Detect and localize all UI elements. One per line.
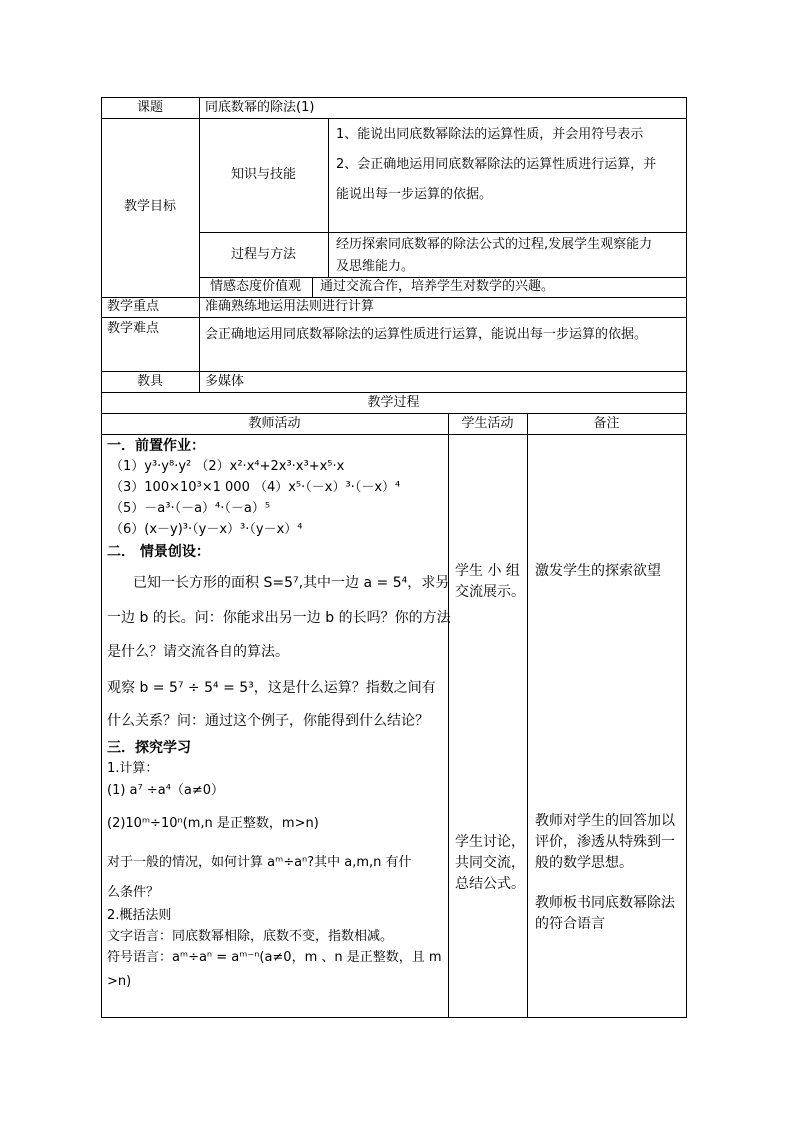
col-note-header: 备注 xyxy=(593,416,620,431)
border-top xyxy=(101,97,687,98)
process-text-a: 经历探索同底数幂的除法公式的过程,发展学生观察能力 xyxy=(336,237,653,252)
attitude-label: 情感态度价值观 xyxy=(209,279,301,294)
key-point-label: 教学重点 xyxy=(107,299,160,314)
row-line-6 xyxy=(101,371,687,372)
general-line-1: 对于一般的情况，如何计算 aᵐ÷aⁿ?其中 a,m,n 有什 xyxy=(107,855,412,870)
difficulty-label: 教学难点 xyxy=(107,321,160,336)
student-activity-2a: 学生讨论， xyxy=(455,834,525,850)
row-line-8 xyxy=(101,413,687,414)
homework-3-4: （3）100×10³×1 000 （4）x⁵·（－x）³·（－x）⁴ xyxy=(110,480,401,495)
observe-line-1: 观察 b = 5⁷ ÷ 5⁴ = 5³，这是什么运算？指数之间有 xyxy=(107,680,436,696)
rule-label: 2.概括法则 xyxy=(107,908,172,923)
divider-student xyxy=(448,413,449,1018)
student-activity-1a: 学生 小 组 xyxy=(455,563,520,579)
note-2a: 教师对学生的回答加以 xyxy=(535,813,675,829)
border-bottom xyxy=(101,1017,687,1018)
knowledge-item-2a: 2、会正确地运用同底数幂除法的运算性质进行运算，并 xyxy=(336,157,657,172)
scene-line-2: 一边 b 的长。问：你能求出另一边 b 的长吗？你的方法 xyxy=(107,610,451,626)
rule-word: 文字语言：同底数幂相除，底数不变，指数相减。 xyxy=(107,929,394,944)
general-line-2: 么条件？ xyxy=(107,885,160,900)
tools-text: 多媒体 xyxy=(205,374,245,389)
homework-5: （5）－a³·（－a）⁴·（－a）⁵ xyxy=(110,501,271,516)
student-activity-2c: 总结公式。 xyxy=(455,876,525,892)
calc-label: 1.计算： xyxy=(107,761,159,776)
goals-label: 教学目标 xyxy=(123,199,176,214)
scene-line-3: 是什么？请交流各自的算法。 xyxy=(107,644,289,660)
note-2c: 般的数学思想。 xyxy=(535,855,633,871)
process-title: 教学过程 xyxy=(367,395,420,410)
note-1: 激发学生的探索欲望 xyxy=(535,563,661,579)
knowledge-item-2b: 能说出每一步运算的依据。 xyxy=(336,187,493,202)
student-activity-1b: 交流展示。 xyxy=(455,584,525,600)
border-left xyxy=(101,97,102,1018)
section-1-title: 一．前置作业： xyxy=(107,438,205,454)
row-line-9 xyxy=(101,434,687,435)
process-label: 过程与方法 xyxy=(230,247,296,262)
difficulty-text: 会正确地运用同底数幂除法的运算性质进行运算，能说出每一步运算的依据。 xyxy=(205,327,648,342)
note-3a: 教师板书同底数幂除法 xyxy=(535,895,675,911)
calc-2: (2)10ᵐ÷10ⁿ(m,n 是正整数，m>n) xyxy=(107,816,319,831)
rule-symbol-1: 符号语言：aᵐ÷aⁿ = aᵐ⁻ⁿ(a≠0，m 、n 是正整数，且 m xyxy=(107,950,442,965)
section-2-title: 二． 情景创设： xyxy=(107,544,210,560)
observe-line-2: 什么关系？问：通过这个例子，你能得到什么结论？ xyxy=(107,713,429,729)
student-activity-2b: 共同交流， xyxy=(455,855,525,871)
divider-sublabel-2 xyxy=(312,277,313,297)
col-teacher-header: 教师活动 xyxy=(248,416,301,431)
row-line-4 xyxy=(101,297,687,298)
row-line-3 xyxy=(199,277,687,278)
row-line-5 xyxy=(101,317,687,318)
divider-sublabel-1 xyxy=(328,118,329,277)
rule-symbol-2: >n) xyxy=(107,974,132,989)
section-3-title: 三．探究学习 xyxy=(107,740,191,756)
process-text-b: 及思维能力。 xyxy=(336,259,415,274)
key-point-text: 准确熟练地运用法则进行计算 xyxy=(205,299,375,314)
knowledge-label: 知识与技能 xyxy=(230,167,296,182)
note-2b: 评价，渗透从特殊到一 xyxy=(535,834,675,850)
attitude-text: 通过交流合作，培养学生对数学的兴趣。 xyxy=(320,279,555,294)
lesson-title: 同底数幂的除法(1) xyxy=(205,100,315,115)
note-3b: 的符合语言 xyxy=(535,916,605,932)
calc-1: (1) a⁷ ÷a⁴（a≠0） xyxy=(107,783,225,798)
col-student-header: 学生活动 xyxy=(461,416,514,431)
homework-6: （6）(x－y)³·（y－x）³·（y－x）⁴ xyxy=(110,522,303,537)
tools-label: 教具 xyxy=(136,374,163,389)
row-line-7 xyxy=(101,392,687,393)
row-line-2 xyxy=(199,232,687,233)
homework-1-2: （1）y³·y⁸·y² （2）x²·x⁴+2x³·x³+x⁵·x xyxy=(110,459,345,474)
divider-label xyxy=(199,97,200,392)
divider-note xyxy=(527,413,528,1018)
knowledge-item-1: 1、能说出同底数幂除法的运算性质，并会用符号表示 xyxy=(336,127,644,142)
row-line-1 xyxy=(101,118,687,119)
border-right xyxy=(686,97,687,1018)
scene-line-1: 已知一长方形的面积 S=5⁷,其中一边 a = 5⁴，求另 xyxy=(133,575,450,591)
lesson-label: 课题 xyxy=(136,100,163,115)
